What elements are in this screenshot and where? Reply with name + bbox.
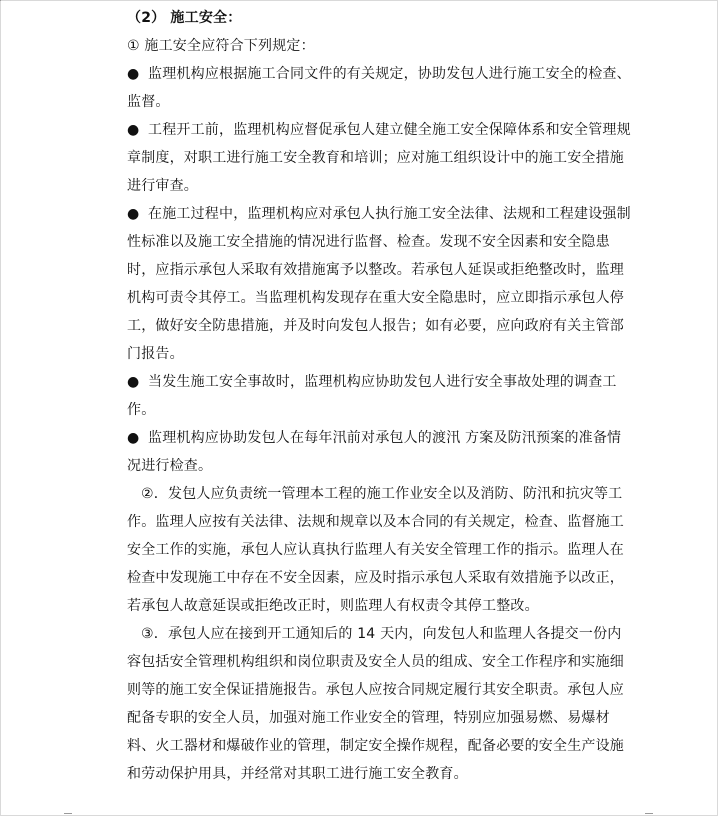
crop-mark-top-left <box>0 0 1 1</box>
bullet-icon: ● <box>127 430 140 446</box>
bullet-item <box>127 424 632 480</box>
bullet-text: 当发生施工安全事故时，监理机构应协助发包人进行安全事故处理的调查工作。 <box>127 374 617 418</box>
bullet-icon: ● <box>127 374 140 390</box>
bullet-icon: ● <box>127 122 140 138</box>
bullet-icon: ● <box>127 206 140 222</box>
bullet-item <box>127 116 632 200</box>
section-heading: （2） 施工安全： <box>127 10 242 26</box>
bullet-text: 工程开工前，监理机构应督促承包人建立健全施工安全保障体系和安全管理规章制度，对职工进行施工安全教育和培训；应对施工组织设计中的施工安全措施进行审查。 <box>127 122 631 194</box>
intro-line: ① 施工安全应符合下列规定： <box>127 38 315 54</box>
bullet-text: 监理机构应根据施工合同文件的有关规定，协助发包人进行施工安全的检查、监督。 <box>127 66 631 110</box>
document-body <box>127 4 632 788</box>
crop-mark-bottom-right <box>645 813 653 814</box>
crop-mark-bottom-left <box>64 813 72 814</box>
paragraph-2: ②．发包人应负责统一管理本工程的施工作业安全以及消防、防汛和抗灾等工作。监理人应按有关法律、法规和规章以及本合同的有关规定，检查、监督施工安全工作的实施，承包人应认真执行监理人有关安全管理工作的指示。监理人在检查中发现施工中存在不安全因素，应及时指示承包人采取有效措施予以改正，若承包人故意延误或拒绝改正时，则监理人有权责令其停工整改。 <box>127 486 624 614</box>
bullet-text: 监理机构应协助发包人在每年汛前对承包人的渡汛 方案及防汛预案的准备情况进行检查。 <box>127 430 622 474</box>
bullet-icon: ● <box>127 66 140 82</box>
bullet-item <box>127 60 632 116</box>
bullet-item <box>127 200 632 368</box>
bullet-text: 在施工过程中，监理机构应对承包人执行施工安全法律、法规和工程建设强制性标准以及施工安全措施的情况进行监督、检查。发现不安全因素和安全隐患时，应指示承包人采取有效措施寓予以整改。若承包人延误或拒绝整改时，监理机构可责令其停工。当监理机构发现存在重大安全隐患时，应立即指示承包人停工，做好安全防患措施，并及时向发包人报告；如有必要，应向政府有关主管部门报告。 <box>127 206 631 362</box>
paragraph-3: ③．承包人应在接到开工通知后的 14 天内，向发包人和监理人各提交一份内容包括安全管理机构组织和岗位职责及安全人员的组成、安全工作程序和实施细则等的施工安全保证措施报告。承包人应按合同规定履行其安全职责。承包人应配备专职的安全人员，加强对施工作业安全的管理，特别应加强易燃、易爆材料、火工器材和爆破作业的管理，制定安全操作规程，配备必要的安全生产设施和劳动保护用具，并经常对其职工进行施工安全教育。 <box>127 626 624 782</box>
bullet-item <box>127 368 632 424</box>
